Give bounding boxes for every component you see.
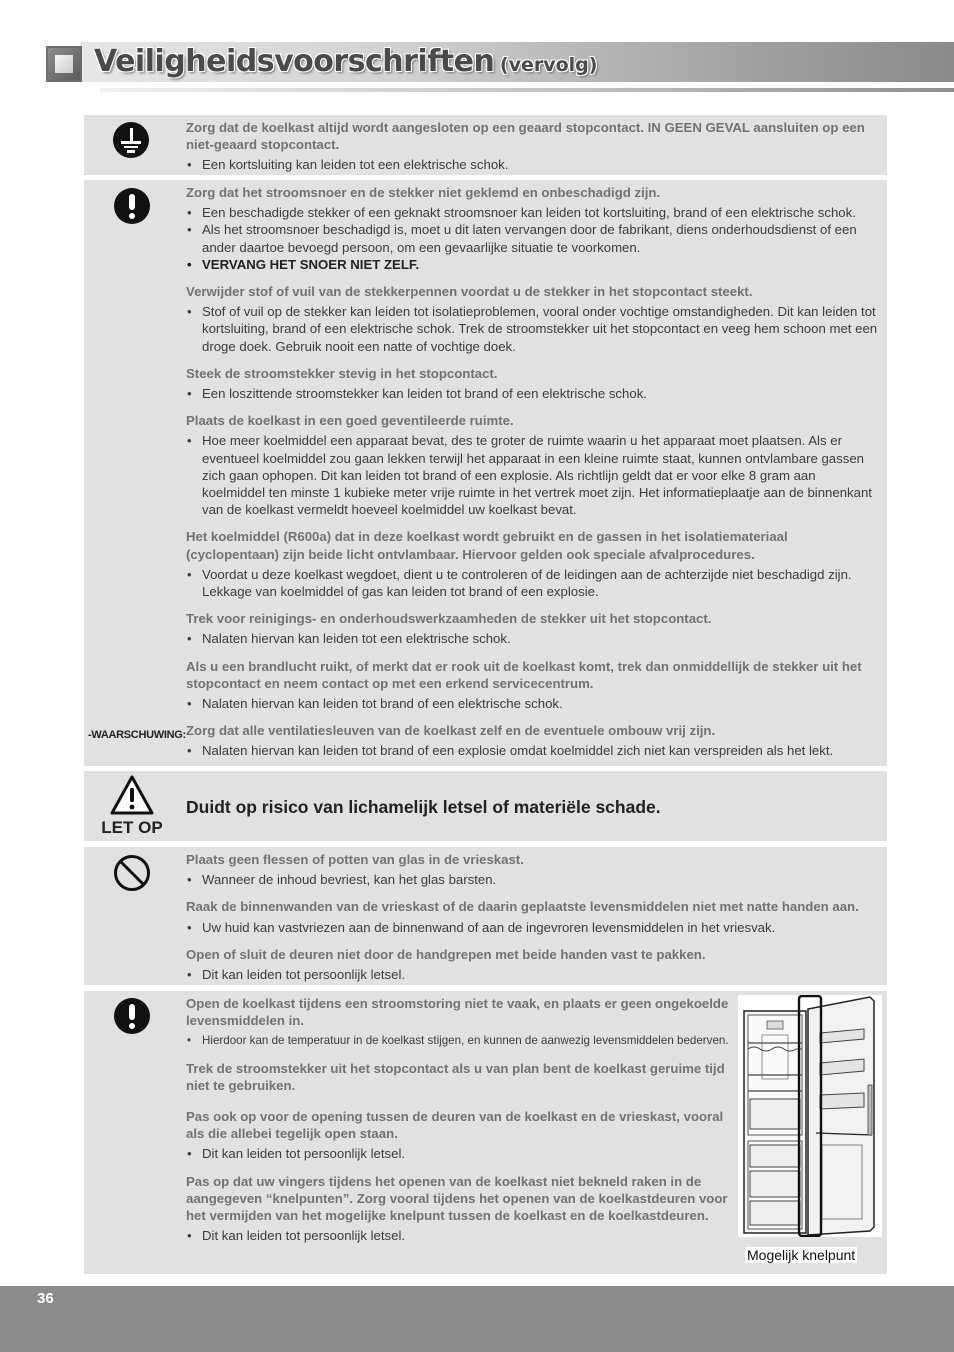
section-heading: Zorg dat de koelkast altijd wordt aangesloten op een geaard stopcontact. IN GEEN GEVAL aansluiten op een niet-geaard stopcontact. bbox=[186, 120, 865, 153]
section-content bbox=[186, 851, 878, 983]
section-heading: Plaats de koelkast in een goed geventileerde ruimte. bbox=[186, 413, 514, 429]
section-power-warnings bbox=[84, 180, 887, 766]
header-underline bbox=[100, 88, 954, 92]
bullet-item: • Een kortsluiting kan leiden tot een elektrische schok. bbox=[186, 156, 878, 173]
caution-label: LET OP bbox=[101, 818, 163, 837]
bullet-item: • Dit kan leiden tot persoonlijk letsel. bbox=[186, 1145, 731, 1162]
section-heading: Plaats geen flessen of potten van glas in de vrieskast. bbox=[186, 852, 524, 867]
fridge-illustration bbox=[738, 995, 882, 1237]
page-footer bbox=[0, 1286, 954, 1352]
section-content bbox=[186, 995, 731, 1244]
section-heading: Steek de stroomstekker stevig in het stopcontact. bbox=[186, 365, 498, 381]
section-content bbox=[186, 184, 878, 760]
section-heading: Trek voor reinigings- en onderhoudswerkzaamheden de stekker uit het stopcontact. bbox=[186, 611, 712, 627]
section-freezer-caution bbox=[84, 847, 887, 985]
section-pinch-points bbox=[84, 991, 887, 1274]
page-number: 36 bbox=[37, 1290, 54, 1307]
section-heading: Trek de stroomstekker uit het stopcontact als u van plan bent de koelkast geruime tijd niet te gebruiken. bbox=[186, 1060, 725, 1093]
bullet-item: • Dit kan leiden tot persoonlijk letsel. bbox=[186, 1227, 731, 1244]
icon-column bbox=[84, 991, 180, 1274]
bullet-item: • Hoe meer koelmiddel een apparaat bevat, des te groter de ruimte waarin u het apparaat moet plaatsen. Als er eventueel koelmiddel zou gaan lekken terwijl het apparaat in een kleine ruimte staat, kunnen ontvlambare gassen zich gaan ophopen. Dit kan leiden tot brand of een explosie. Als richtlijn geldt dat er voor elke 8 gram aan koelmiddel ten minste 1 kubieke meter vrije ruimte in het vertrek moet zijn. Het informatieplaatje aan de binnenkant van de koelkast vermeldt hoeveel koelmiddel uw koelkast bevat. bbox=[186, 432, 878, 518]
page-title-sub: (vervolg) bbox=[499, 54, 598, 76]
section-heading: Zorg dat alle ventilatiesleuven van de koelkast zelf en de eventuele ombouw vrij zijn. bbox=[186, 723, 716, 739]
header-square-icon bbox=[46, 46, 82, 82]
bullet-item: • Uw huid kan vastvriezen aan de binnenwand of aan de ingevroren levensmiddelen in het vriesvak. bbox=[186, 919, 878, 936]
bullet-item: • Nalaten hiervan kan leiden tot brand of een explosie omdat koelmiddel zich niet kan verspreiden als het lekt. bbox=[186, 742, 878, 759]
bullet-item: • Nalaten hiervan kan leiden tot brand of een elektrische schok. bbox=[186, 695, 878, 712]
section-heading: Als u een brandlucht ruikt, of merkt dat er rook uit de koelkast komt, trek dan onmiddellijk de stekker uit het stopcontact en neem contact op met een erkend servicecentrum. bbox=[186, 658, 862, 691]
exclamation-icon bbox=[114, 998, 150, 1034]
exclamation-icon bbox=[114, 188, 150, 224]
page-title-main: Veiligheidsvoorschriften bbox=[94, 44, 495, 79]
bullet-item: • Hierdoor kan de temperatuur in de koelkast stijgen, en kunnen de aanwezig levensmiddelen bederven. bbox=[186, 1032, 731, 1049]
bullet-item: • Dit kan leiden tot persoonlijk letsel. bbox=[186, 966, 878, 983]
bullet-item: • Nalaten hiervan kan leiden tot een elektrische schok. bbox=[186, 630, 878, 647]
prohibited-icon bbox=[113, 854, 151, 892]
bullet-item: • Stof of vuil op de stekker kan leiden tot isolatieproblemen, vooral onder vochtige omstandigheden. Dit kan leiden tot kortsluiting, brand of een elektrische schok. Trek de stroomstekker uit het stopcontact en veeg hem schoon met een droge doek. Gebruik nooit een natte of vochtige doek. bbox=[186, 303, 878, 355]
page-title bbox=[94, 44, 597, 79]
section-heading: Zorg dat het stroomsnoer en de stekker niet geklemd en onbeschadigd zijn. bbox=[186, 185, 661, 200]
bullet-item: • Wanneer de inhoud bevriest, kan het glas barsten. bbox=[186, 871, 878, 888]
icon-column bbox=[84, 180, 186, 766]
figure-caption: Mogelijk knelpunt bbox=[747, 1247, 856, 1263]
section-heading: Raak de binnenwanden van de vrieskast of de daarin geplaatste levensmiddelen niet met natte handen aan. bbox=[186, 899, 859, 915]
section-caution bbox=[84, 771, 887, 841]
section-heading: Pas op dat uw vingers tijdens het openen van de koelkast niet bekneld raken in de aangegeven “knelpunten”. Zorg vooral tijdens het openen van de koelkastdeuren voor het vermijden van het mogelijke knelpunt tussen de koelkast en de koelkastdeuren. bbox=[186, 1173, 728, 1224]
bullet-item: • Een beschadigde stekker of een geknakt stroomsnoer kan leiden tot kortsluiting, brand of een elektrische schok. bbox=[186, 204, 878, 221]
section-heading: Open de koelkast tijdens een stroomstoring niet te vaak, en plaats er geen ongekoelde levensmiddelen in. bbox=[186, 996, 729, 1029]
ground-icon bbox=[113, 122, 149, 158]
section-heading: Verwijder stof of vuil van de stekkerpennen voordat u de stekker in het stopcontact steekt. bbox=[186, 284, 753, 300]
bullet-item-emphasis: • VERVANG HET SNOER NIET ZELF. bbox=[186, 256, 878, 273]
section-content bbox=[186, 119, 878, 174]
warning-label: -WAARSCHUWING: bbox=[88, 729, 186, 741]
section-grounding bbox=[84, 115, 887, 175]
section-heading: Het koelmiddel (R600a) dat in deze koelkast wordt gebruikt en de gassen in het isolatiemateriaal (cyclopentaan) zijn beide licht ontvlambaar. Hiervoor gelden ook speciale afvalprocedures. bbox=[186, 529, 788, 562]
page-header bbox=[40, 42, 954, 92]
bullet-item: • Als het stroomsnoer beschadigd is, moet u dit laten vervangen door de fabrikant, diens onderhoudsdienst of een ander daartoe bevoegd persoon, om een gevaarlijke situatie te voorkomen. bbox=[186, 221, 878, 255]
caution-triangle-icon bbox=[109, 774, 155, 816]
icon-column bbox=[84, 115, 180, 175]
bullet-item: • Een loszittende stroomstekker kan leiden tot brand of een elektrische schok. bbox=[186, 385, 878, 402]
section-heading: Pas ook op voor de opening tussen de deuren van de koelkast en de vrieskast, vooral als die allebei tegelijk open staan. bbox=[186, 1109, 724, 1142]
caution-title: Duidt op risico van lichamelijk letsel of materiële schade. bbox=[186, 797, 661, 817]
bullet-item: • Voordat u deze koelkast wegdoet, dient u te controleren of de leidingen aan de achterzijde niet beschadigd zijn. Lekkage van koelmiddel of gas kan leiden tot brand of een explosie. bbox=[186, 566, 878, 600]
section-heading: Open of sluit de deuren niet door de handgrepen met beide handen vast te pakken. bbox=[186, 946, 706, 962]
